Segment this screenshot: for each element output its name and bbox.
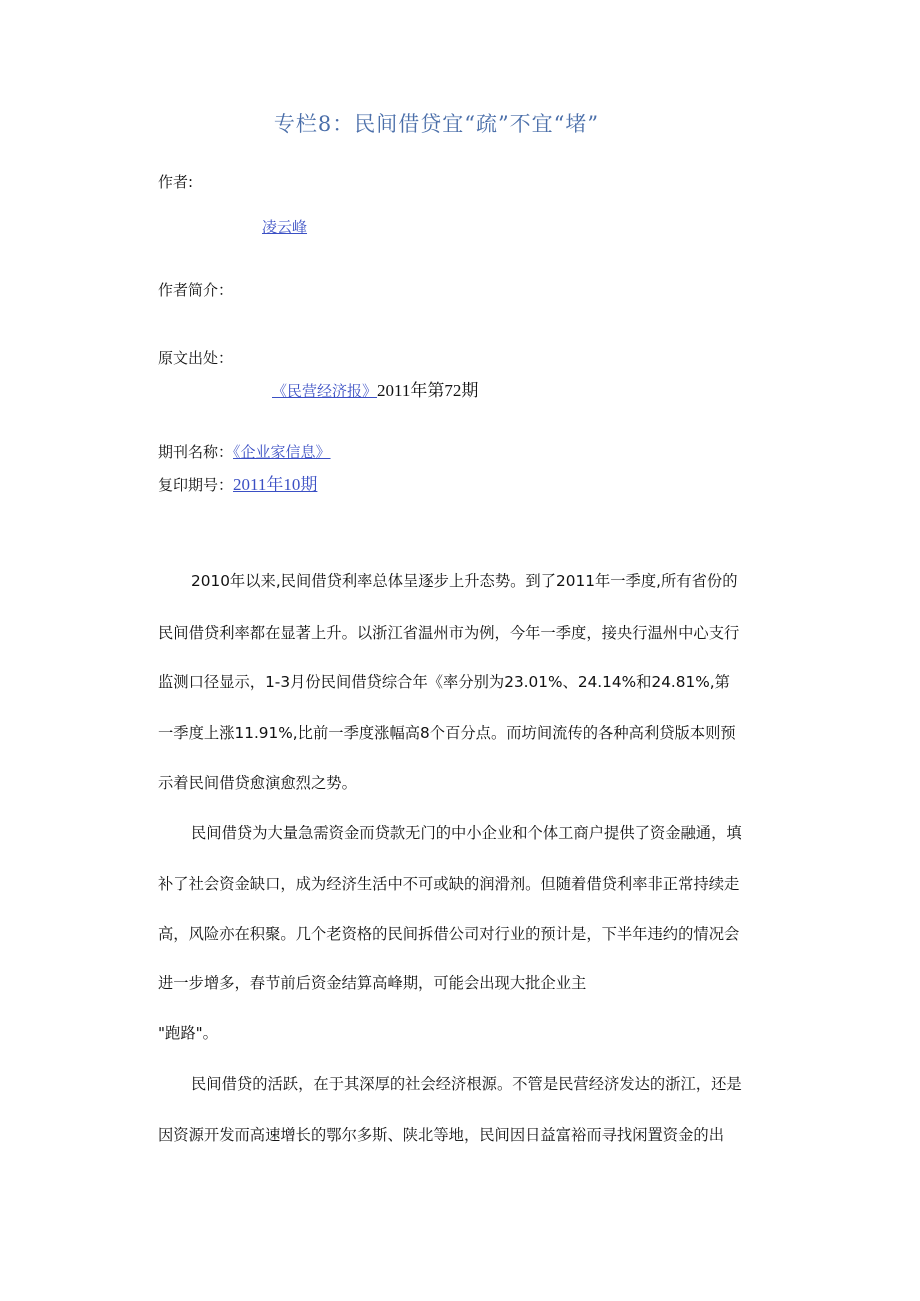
source-label: 原文出处： <box>158 349 234 367</box>
paragraph-line: 进一步增多，春节前后资金结算高峰期，可能会出现大批企业主 <box>158 974 587 992</box>
source-issue: 2011年第72期 <box>377 381 479 400</box>
source-publication-link[interactable]: 《民营经济报》 <box>272 382 378 400</box>
paragraph-line: 监测口径显示，1-3月份民间借贷综合年《率分别为23.01%、24.14%和24.81%,第 <box>158 673 730 691</box>
reprint-issue-link[interactable]: 2011年10期 <box>233 475 318 494</box>
reprint-line <box>158 470 317 495</box>
paragraph-line: "跑路"。 <box>158 1024 218 1042</box>
paragraph-line: 高，风险亦在积聚。几个老资格的民间拆借公司对行业的预计是，下半年违约的情况会 <box>158 925 740 943</box>
article-title: 专栏8：民间借贷宜“疏”不宜“堵” <box>273 112 600 136</box>
author-name-link-wrap <box>262 216 307 237</box>
paragraph-line: 因资源开发而高速增长的鄂尔多斯、陕北等地，民间因日益富裕而寻找闲置资金的出 <box>158 1126 724 1144</box>
reprint-label: 复印期号： <box>158 476 234 494</box>
journal-name-link[interactable]: 《企业家信息》 <box>233 443 331 461</box>
paragraph-line: 民间借贷为大量急需资金而贷款无门的中小企业和个体工商户提供了资金融通，填 <box>191 824 742 842</box>
source-line <box>272 376 478 401</box>
paragraph-line: 民间借贷的活跃，在于其深厚的社会经济根源。不管是民营经济发达的浙江，还是 <box>191 1075 742 1093</box>
paragraph-line: 补了社会资金缺口，成为经济生活中不可或缺的润滑剂。但随着借贷利率非正常持续走 <box>158 875 740 893</box>
paragraph-line: 示着民间借贷愈演愈烈之势。 <box>158 774 357 792</box>
author-label: 作者: <box>158 173 194 191</box>
paragraph-line: 一季度上涨11.91%,比前一季度涨幅高8个百分点。而坊间流传的各种高利贷版本则预 <box>158 724 736 742</box>
author-bio-label: 作者简介： <box>158 281 234 299</box>
paragraph-line: 民间借贷利率都在显著上升。以浙江省温州市为例，今年一季度，接央行温州中心支行 <box>158 624 740 642</box>
journal-label: 期刊名称： <box>158 443 234 461</box>
paragraph-line: 2010年以来,民间借贷利率总体呈逐步上升态势。到了2011年一季度,所有省份的 <box>191 572 738 590</box>
author-name-link[interactable]: 凌云峰 <box>262 218 308 236</box>
journal-line <box>158 441 331 462</box>
